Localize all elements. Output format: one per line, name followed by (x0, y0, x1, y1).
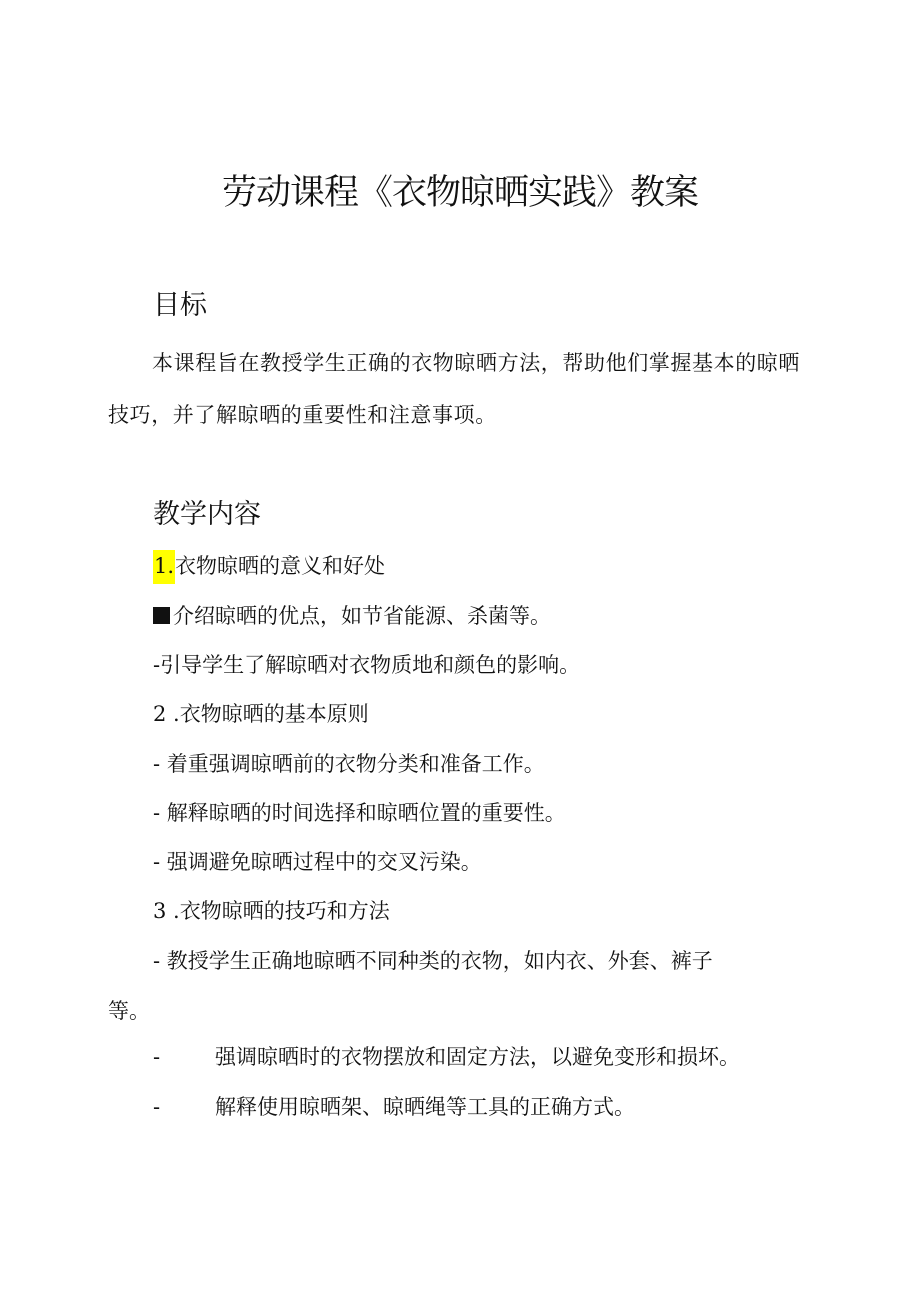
list-item-1-point-1-text: 介绍晾晒的优点，如节省能源、杀菌等。 (173, 604, 551, 628)
list-item-3-point-2 (153, 1041, 740, 1073)
list-item-1-point-2: -引导学生了解晾晒对衣物质地和颜色的影响。 (153, 653, 581, 677)
list-item-1-point-1 (153, 600, 551, 632)
list-item-2-point-2: - 解释晾晒的时间选择和晾晒位置的重要性。 (153, 801, 566, 825)
list-item-1-number: 1. (153, 550, 175, 584)
list-item-3-point-1-line-2: 等。 (108, 999, 150, 1023)
list-item-2-title: 2 .衣物晾晒的基本原则 (153, 702, 369, 726)
list-item-3-title: 3 .衣物晾晒的技巧和方法 (153, 899, 390, 923)
list-item-1-text: 衣物晾晒的意义和好处 (175, 554, 386, 578)
section-heading-content: 教学内容 (153, 499, 261, 530)
goal-paragraph: 本课程旨在教授学生正确的衣物晾晒方法，帮助他们掌握基本的晾晒技巧，并了解晾晒的重要性和注意事项。 (108, 351, 800, 427)
list-item-1-title (153, 550, 385, 582)
list-item-2-point-1: - 着重强调晾晒前的衣物分类和准备工作。 (153, 752, 545, 776)
list-item-3-point-2-text: 强调晾晒时的衣物摆放和固定方法，以避免变形和损坏。 (215, 1045, 740, 1069)
black-square-icon (153, 607, 170, 624)
list-item-2-point-3: - 强调避免晾晒过程中的交叉污染。 (153, 850, 482, 874)
document-title: 劳动课程《衣物晾晒实践》教案 (221, 173, 698, 213)
list-item-3-point-2-dash: - (153, 1045, 161, 1069)
list-item-3-point-1-line-1: - 教授学生正确地晾晒不同种类的衣物，如内衣、外套、裤子 (153, 949, 713, 973)
list-item-3-point-3 (153, 1091, 635, 1123)
list-item-3-point-3-dash: - (153, 1095, 161, 1119)
section-heading-goal: 目标 (153, 290, 207, 321)
list-item-3-point-3-text: 解释使用晾晒架、晾晒绳等工具的正确方式。 (215, 1095, 635, 1119)
